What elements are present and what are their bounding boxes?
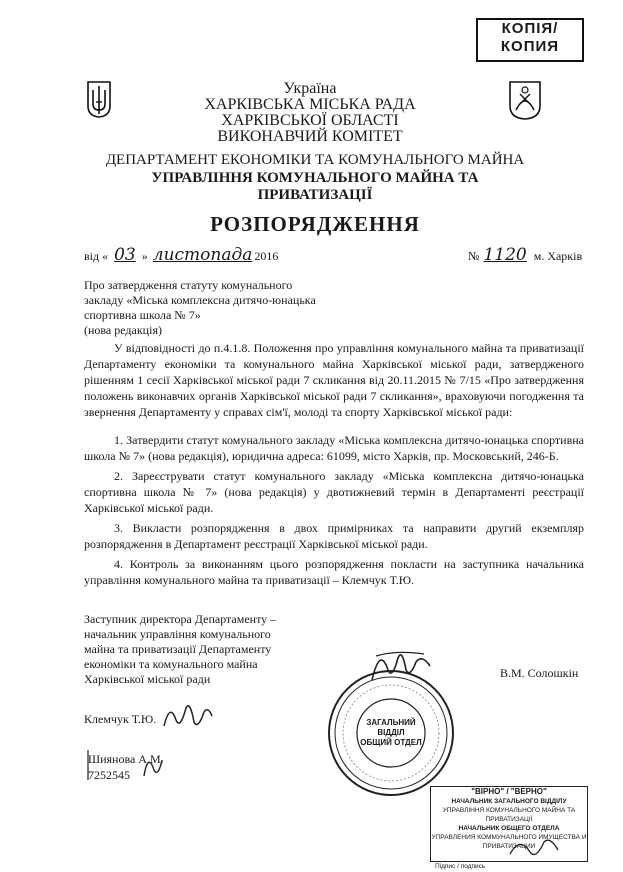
certify-line: УПРАВЛІННЯ КОМУНАЛЬНОГО МАЙНА ТА ПРИВАТИЗАЦІЇ	[442, 807, 576, 823]
date-day: 03	[114, 245, 136, 265]
seal-center-line: ВІДДІЛ	[377, 728, 405, 737]
date-month: листопада	[152, 245, 253, 265]
subject-line: закладу «Міська комплексна дитячо-юнацька	[84, 293, 316, 307]
date-line	[84, 245, 278, 265]
subject-block	[84, 278, 384, 338]
department-name: ДЕПАРТАМЕНТ ЕКОНОМІКИ ТА КОМУНАЛЬНОГО МАЙНА	[105, 152, 525, 168]
date-prefix: від «	[84, 249, 109, 263]
approver-signature	[160, 696, 216, 736]
certify-line: НАЧАЛЬНИК ЗАГАЛЬНОГО ВІДДІЛУ	[451, 798, 567, 805]
number-line	[468, 245, 582, 265]
header-council: ХАРКІВСЬКА МІСЬКА РАДА	[204, 96, 416, 113]
trident-emblem-icon	[86, 80, 112, 118]
subject-line: спортивна школа № 7»	[84, 308, 201, 322]
signatory-line: Заступник директора Департаменту –	[84, 612, 277, 626]
executor-signature	[86, 748, 166, 782]
signatory-line: економіки та комунального майна	[84, 657, 258, 671]
directorate-line2: ПРИВАТИЗАЦІЇ	[257, 187, 373, 203]
seal-center-text	[356, 718, 426, 748]
signatory-line: начальник управління комунального	[84, 627, 271, 641]
copy-stamp-line1: КОПІЯ/	[501, 20, 559, 37]
copy-stamp-line2: КОПИЯ	[500, 38, 560, 55]
header-committee: ВИКОНАВЧИЙ КОМІТЕТ	[217, 128, 403, 145]
certify-line: НАЧАЛЬНИК ОБЩЕГО ОТДЕЛА	[458, 825, 560, 832]
preamble: У відповідності до п.4.1.8. Положення про управління комунального майна та приватизації Департаменту економіки та комунального майна Харківської міської ради, затвердженого рішенням 1 сесії Харківської міської ради 7 скликання від 20.11.2015 № 7/15 «Про затвердження положень виконавчих органів Харківської міської ради 7 скликання», враховуючи погодження та звернення Департаменту у справах сім'ї, молоді та спорту Харківської міської ради:	[84, 341, 584, 419]
document-place: м. Харків	[533, 249, 583, 263]
approver-name: Клемчук Т.Ю.	[84, 712, 157, 726]
certify-line: "ВІРНО" / "ВЕРНО"	[471, 787, 547, 796]
list-item: 4. Контроль за виконанням цього розпорядження покласти на заступника начальника управління комунального майна та приватизації – Клемчук Т.Ю.	[84, 557, 584, 587]
directorate-line1: УПРАВЛІННЯ КОМУНАЛЬНОГО МАЙНА ТА	[151, 170, 479, 186]
list-item: 3. Викласти розпорядження в двох примірниках та направити другий екземпляр розпорядження в Департамент реєстрації Харківської міської ради.	[84, 521, 584, 551]
date-year: 2016	[254, 249, 279, 263]
header-region: ХАРКІВСЬКОЇ ОБЛАСТІ	[221, 112, 399, 129]
certify-line: УПРАВЛЕНИЯ КОММУНАЛЬНОГО ИМУЩЕСТВА И ПРИВАТИЗАЦИИ	[431, 834, 587, 850]
header-country: Україна	[283, 80, 337, 97]
seal-center-line: ЗАГАЛЬНИЙ	[366, 718, 416, 727]
list-item: 2. Зареєструвати статут комунального закладу «Міська комплексна дитячо-юнацька спортивна школа № 7» (нова редакція) у двотижневий термін в Департаменті реєстрації Харківської міської ради.	[84, 469, 584, 515]
items-list	[84, 432, 584, 588]
list-item: 1. Затвердити статут комунального закладу «Міська комплексна дитячо-юнацька спортивна школа № 7» (нова редакція), юридична адреса: 61099, місто Харків, пр. Московський, 246-Б.	[84, 433, 584, 463]
signatory-title	[84, 612, 324, 687]
seal-center-line: ОБЩИЙ ОТДЕЛ	[360, 738, 422, 747]
executor-phone: 7252545	[88, 768, 130, 782]
certify-signature-label: Підпис / подпись	[431, 861, 587, 871]
subject-line: (нова редакція)	[84, 323, 162, 337]
signatory-name: В.М. Солошкін	[500, 666, 579, 680]
date-mid: »	[141, 249, 148, 263]
executor-name: Шиянова А.М.	[88, 752, 164, 766]
document-title: РОЗПОРЯДЖЕННЯ	[210, 212, 420, 236]
copy-stamp	[476, 18, 584, 62]
signatory-line: Харківської міської ради	[84, 672, 211, 686]
certify-signature	[506, 832, 566, 864]
city-coat-of-arms-icon	[508, 80, 542, 120]
signatory-line: майна та приватизації Департаменту	[84, 642, 272, 656]
subject-line: Про затвердження статуту комунального	[84, 278, 293, 292]
document-number: 1120	[483, 245, 527, 265]
number-prefix: №	[468, 249, 480, 263]
